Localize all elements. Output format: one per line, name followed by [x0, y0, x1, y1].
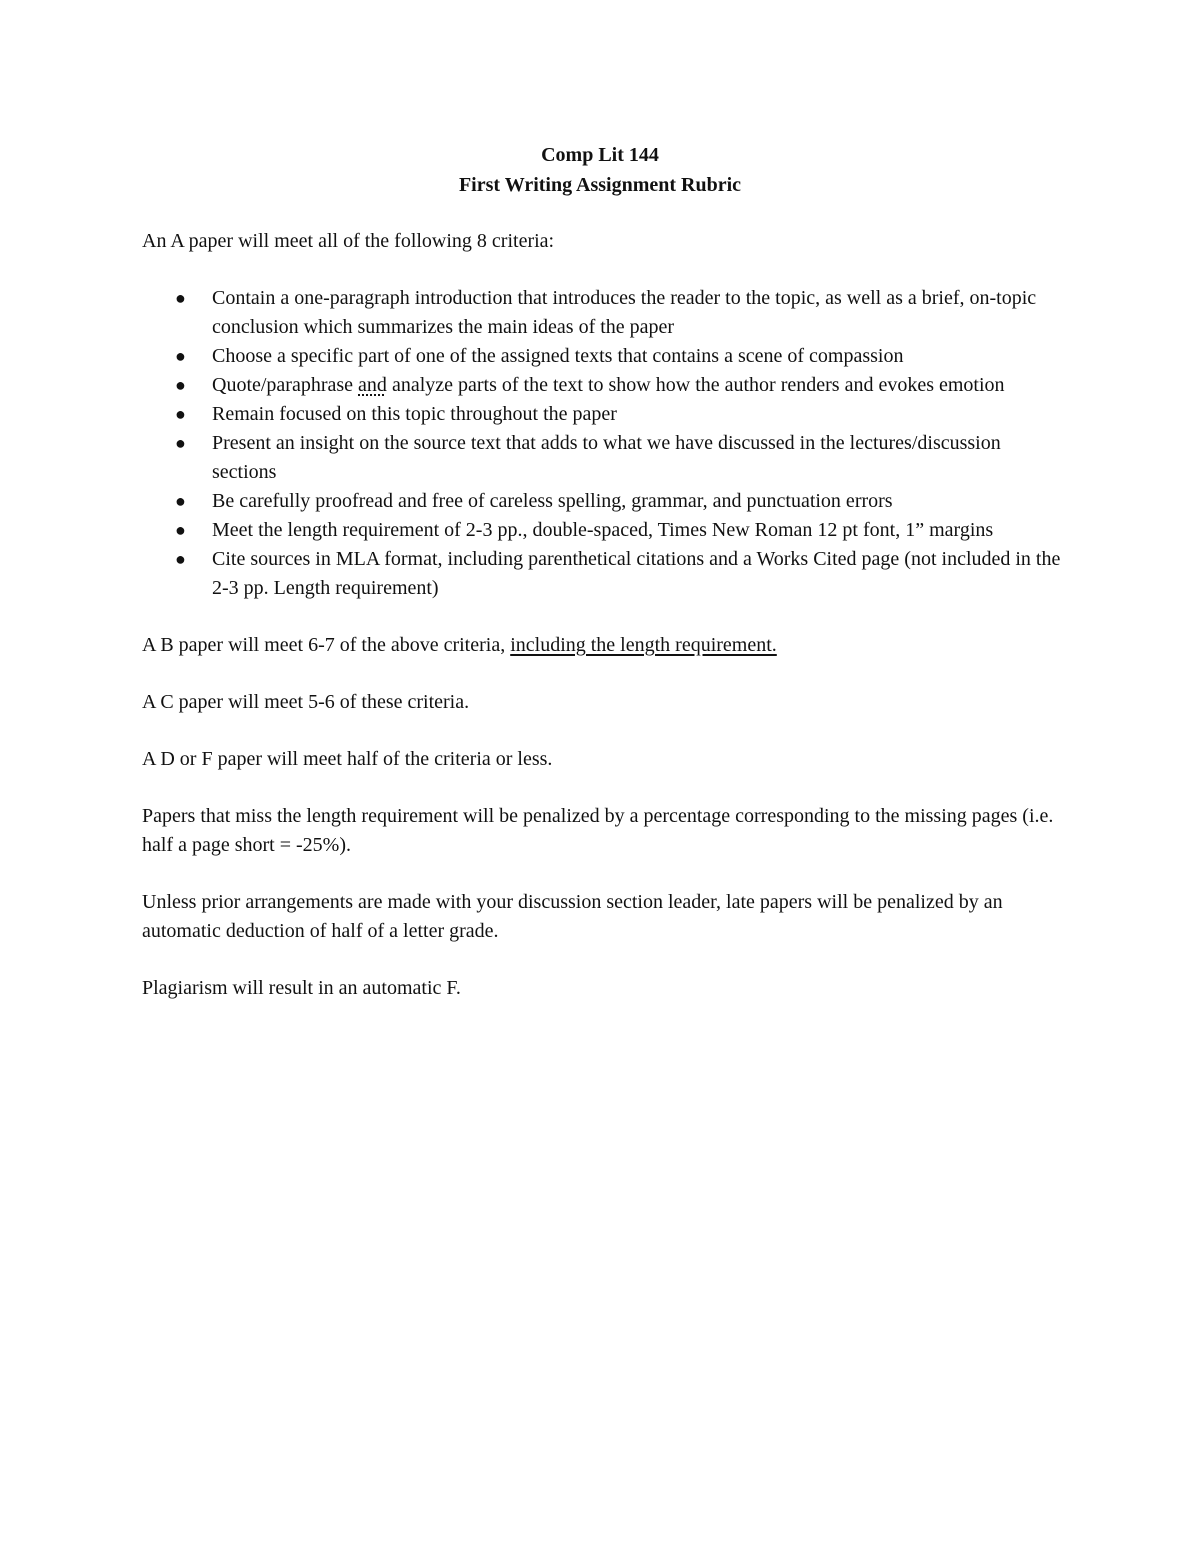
bullet-icon: ●	[175, 491, 186, 511]
grade-b-underlined: including the length requirement.	[510, 634, 777, 656]
criteria-item	[142, 284, 1062, 342]
grade-b-paragraph	[142, 631, 1062, 660]
criteria-text-pre: Quote/paraphrase	[212, 374, 359, 396]
plagiarism-paragraph: Plagiarism will result in an automatic F.	[142, 977, 461, 999]
late-policy-paragraph: Unless prior arrangements are made with your discussion section leader, late papers will be penalized by an automatic deduction of half of a letter grade.	[142, 891, 1003, 942]
bullet-icon: ●	[175, 404, 186, 424]
title-block	[142, 140, 1058, 200]
criteria-text: Cite sources in MLA format, including parenthetical citations and a Works Cited page (not included in the 2-3 pp. Length requirement)	[212, 548, 1061, 599]
criteria-item	[142, 516, 1062, 545]
criteria-text: Remain focused on this topic throughout the paper	[212, 403, 617, 425]
grade-df-paragraph: A D or F paper will meet half of the criteria or less.	[142, 748, 553, 770]
criteria-item	[142, 371, 1062, 400]
criteria-text: Present an insight on the source text that adds to what we have discussed in the lectures/discussion sections	[212, 432, 1001, 483]
criteria-text: Contain a one-paragraph introduction that introduces the reader to the topic, as well as a brief, on-topic conclusion which summarizes the main ideas of the paper	[212, 287, 1037, 338]
bullet-icon: ●	[175, 346, 186, 366]
bullet-icon: ●	[175, 520, 186, 540]
criteria-item	[142, 400, 1062, 429]
bullet-icon: ●	[175, 433, 186, 453]
intro-text: An A paper will meet all of the following 8 criteria:	[142, 230, 555, 252]
course-title: Comp Lit 144	[541, 144, 659, 166]
grade-b-text: A B paper will meet 6-7 of the above criteria,	[142, 634, 511, 656]
criteria-item	[142, 429, 1062, 487]
criteria-item	[142, 545, 1062, 603]
bullet-icon: ●	[175, 375, 186, 395]
criteria-text-post: analyze parts of the text to show how the author renders and evokes emotion	[386, 374, 1005, 396]
document-page	[142, 140, 1062, 1003]
criteria-item	[142, 487, 1062, 516]
length-penalty-paragraph: Papers that miss the length requirement will be penalized by a percentage corresponding to the missing pages (i.e. half a page short = -25%).	[142, 805, 1054, 856]
criteria-text: Choose a specific part of one of the assigned texts that contains a scene of compassion	[212, 345, 904, 367]
bullet-icon: ●	[175, 549, 186, 569]
document-title: First Writing Assignment Rubric	[458, 174, 742, 196]
criteria-list	[142, 284, 1062, 603]
criteria-text: Be carefully proofread and free of careless spelling, grammar, and punctuation errors	[212, 490, 893, 512]
criteria-text: Meet the length requirement of 2-3 pp., double-spaced, Times New Roman 12 pt font, 1” margins	[212, 519, 994, 541]
criteria-text-emphasis: and	[358, 374, 387, 396]
bullet-icon: ●	[175, 288, 186, 308]
grade-c-paragraph: A C paper will meet 5-6 of these criteria.	[142, 691, 470, 713]
criteria-item	[142, 342, 1062, 371]
